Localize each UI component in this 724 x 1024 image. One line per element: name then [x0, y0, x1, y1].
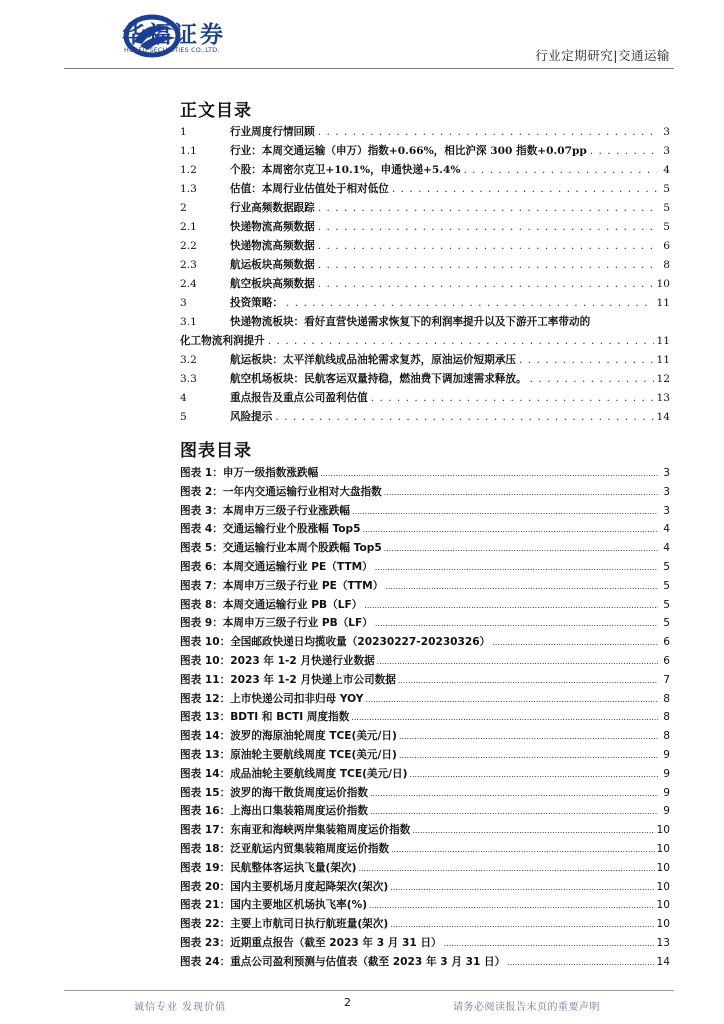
brand-name-en: HUAFU SECURITIES CO.,LTD. — [124, 46, 220, 54]
leader-dots — [370, 807, 658, 816]
leader-dots — [409, 770, 658, 779]
figure-list-item[interactable] — [180, 691, 670, 710]
footer-divider — [64, 990, 674, 991]
leader-dots — [390, 883, 654, 892]
toc-item[interactable] — [180, 314, 670, 352]
toc-num: 2.1 — [180, 221, 197, 233]
figure-list-item[interactable] — [180, 747, 670, 766]
toc-num: 1.2 — [180, 164, 197, 176]
figure-list-item[interactable] — [180, 484, 670, 503]
figure-page: 5 — [663, 579, 670, 592]
figure-page: 9 — [663, 786, 670, 799]
leader-dots — [318, 126, 657, 138]
figure-label: 图表 21：国内主要地区机场执飞率(%) — [180, 899, 368, 912]
toc-text: 航运板块高频数据 — [230, 259, 315, 271]
toc-item[interactable] — [180, 295, 670, 314]
leader-dots — [412, 826, 654, 835]
toc-title: 正文目录 — [180, 101, 252, 121]
figure-page: 9 — [663, 767, 670, 780]
toc-num: 2.4 — [180, 278, 197, 290]
leader-dots — [351, 713, 658, 722]
figure-list-item[interactable] — [180, 860, 670, 879]
figure-label: 图表 15：波罗的海干散货周度运价指数 — [180, 786, 368, 799]
figure-list-item[interactable] — [180, 597, 670, 616]
leader-dots — [375, 619, 658, 628]
leader-dots — [590, 145, 657, 157]
toc-text: 行业周度行情回顾 — [230, 126, 315, 138]
toc-page: 11 — [656, 297, 670, 309]
figure-list-item[interactable] — [180, 653, 670, 672]
figure-list-item[interactable] — [180, 954, 670, 973]
figure-page: 10 — [656, 824, 670, 837]
figure-label: 图表 10：全国邮政快递日均揽收量（20230227-20230326） — [180, 636, 491, 649]
leader-dots — [384, 544, 658, 553]
toc-page: 3 — [663, 126, 670, 138]
toc-item[interactable] — [180, 162, 670, 181]
toc-text: 风险提示 — [230, 411, 273, 423]
figure-list-item[interactable] — [180, 709, 670, 728]
toc-page: 11 — [656, 335, 670, 347]
toc-num: 2.2 — [180, 240, 197, 252]
leader-dots — [268, 335, 654, 347]
leader-dots — [399, 732, 658, 741]
toc-text: 个股：本周密尔克卫+10.1%，申通快递+5.4% — [230, 164, 461, 176]
leader-dots — [363, 525, 658, 534]
toc-item[interactable] — [180, 390, 670, 409]
toc-num: 3.1 — [180, 316, 197, 328]
leader-dots — [370, 789, 658, 798]
toc-page: 5 — [663, 183, 670, 195]
figure-list-item[interactable] — [180, 803, 670, 822]
figure-list-item[interactable] — [180, 521, 670, 540]
leader-dots — [519, 354, 653, 366]
figure-list-item[interactable] — [180, 578, 670, 597]
figure-page: 6 — [663, 654, 670, 667]
figure-list — [180, 465, 670, 973]
toc-text: 估值：本周行业估值处于相对低位 — [230, 183, 389, 195]
footer-disclaimer: 请务必阅读报告末页的重要声明 — [453, 1002, 600, 1013]
figure-list-item[interactable] — [180, 897, 670, 916]
figure-label: 图表 24：重点公司盈利预测与估值表（截至 2023 年 3 月 31 日） — [180, 955, 506, 968]
figure-page: 10 — [656, 880, 670, 893]
figure-label: 图表 17：东南亚和海峡两岸集装箱周度运价指数 — [180, 824, 411, 837]
figure-page: 10 — [656, 918, 670, 931]
toc-page: 3 — [663, 145, 670, 157]
page-number: 2 — [344, 996, 351, 1009]
figure-page: 14 — [656, 955, 670, 968]
figure-list-item[interactable] — [180, 503, 670, 522]
toc-num: 1.3 — [180, 183, 197, 195]
leader-dots — [369, 901, 654, 910]
figure-list-item[interactable] — [180, 559, 670, 578]
figure-list-item[interactable] — [180, 615, 670, 634]
figure-page: 3 — [663, 467, 670, 479]
figure-page: 8 — [663, 711, 670, 724]
figure-page: 10 — [656, 899, 670, 912]
header-divider — [64, 68, 674, 69]
toc-page: 5 — [663, 202, 670, 214]
figure-page: 5 — [663, 598, 670, 611]
toc-item[interactable] — [180, 219, 670, 238]
figure-list-item[interactable] — [180, 634, 670, 653]
leader-dots — [399, 751, 658, 760]
leader-dots — [384, 488, 658, 497]
toc-num: 3 — [180, 297, 187, 309]
figure-label: 图表 13：原油轮主要航线周度 TCE(美元/日) — [180, 748, 397, 761]
leader-dots — [507, 958, 654, 967]
figure-label: 图表 2：一年内交通运输行业相对大盘指数 — [180, 485, 382, 498]
toc-text: 快递物流板块：看好直营快递需求恢复下的利润率提升以及下游开工率带动的 — [230, 316, 591, 328]
leader-dots — [358, 864, 654, 873]
toc-num: 2.3 — [180, 259, 197, 271]
figure-list-item[interactable] — [180, 465, 670, 484]
figure-label: 图表 18：泛亚航运内贸集装箱周度运价指数 — [180, 842, 390, 855]
toc-text-continued: 化工物流利润提升 — [180, 335, 265, 347]
toc-text: 快递物流高频数据 — [230, 240, 315, 252]
brand-name-cn: 华福证券 — [122, 22, 226, 48]
figure-page: 8 — [663, 730, 670, 743]
toc-item[interactable] — [180, 352, 670, 371]
leader-dots — [318, 221, 657, 233]
figure-label: 图表 11：2023 年 1-2 月快递上市公司数据 — [180, 673, 396, 686]
leader-dots — [318, 240, 657, 252]
figure-list-title: 图表目录 — [180, 441, 252, 461]
leader-dots — [492, 638, 658, 647]
figure-page: 6 — [663, 636, 670, 649]
toc-item[interactable] — [180, 181, 670, 200]
toc-item[interactable] — [180, 371, 670, 390]
figure-list-item[interactable] — [180, 841, 670, 860]
toc-text: 航空机场板块：民航客运双量持稳，燃油费下调加速需求释放。 — [230, 373, 527, 385]
figure-label: 图表 8：本周交通运输行业 PB（LF） — [180, 598, 363, 611]
leader-dots — [318, 259, 657, 271]
figure-page: 10 — [656, 842, 670, 855]
figure-list-item[interactable] — [180, 766, 670, 785]
toc-item[interactable] — [180, 124, 670, 143]
figure-label: 图表 7：本周申万三级子行业 PE（TTM） — [180, 579, 384, 592]
leader-dots — [371, 392, 654, 404]
figure-page: 9 — [663, 748, 670, 761]
leader-dots — [352, 507, 658, 516]
figure-label: 图表 19：民航整体客运执飞量(架次) — [180, 861, 357, 874]
leader-dots — [391, 845, 654, 854]
figure-page: 5 — [663, 617, 670, 630]
figure-label: 图表 20：国内主要机场月度起降架次(架次) — [180, 880, 389, 893]
leader-dots — [398, 676, 658, 685]
leader-dots — [318, 278, 654, 290]
figure-label: 图表 16：上海出口集装箱周度运价指数 — [180, 805, 368, 818]
figure-page: 3 — [663, 485, 670, 498]
figure-label: 图表 22：主要上市航司日执行航班量(架次) — [180, 918, 389, 931]
figure-label: 图表 13：BDTI 和 BCTI 周度指数 — [180, 711, 350, 724]
leader-dots — [318, 202, 657, 214]
toc-text: 行业：本周交通运输（申万）指数+0.66%，相比沪深 300 指数+0.07pp — [230, 145, 587, 157]
toc-num: 1.1 — [180, 145, 197, 157]
figure-label: 图表 3：本周申万三级子行业涨跌幅 — [180, 504, 350, 517]
figure-page: 4 — [663, 542, 670, 555]
figure-page: 7 — [663, 673, 670, 686]
figure-page: 3 — [663, 504, 670, 517]
toc-item[interactable] — [180, 257, 670, 276]
leader-dots — [364, 601, 658, 610]
toc-num: 1 — [180, 126, 187, 138]
figure-page: 5 — [663, 560, 670, 573]
figure-page: 8 — [663, 692, 670, 705]
leader-dots — [365, 695, 658, 704]
figure-label: 图表 1：申万一级指数涨跌幅 — [180, 467, 319, 479]
page-header — [0, 0, 724, 72]
figure-list-item[interactable] — [180, 879, 670, 898]
toc-text: 行业高频数据跟踪 — [230, 202, 315, 214]
figure-list-item[interactable] — [180, 540, 670, 559]
figure-list-item[interactable] — [180, 916, 670, 935]
figure-label: 图表 9：本周申万三级子行业 PB（LF） — [180, 617, 373, 630]
figure-list-item[interactable] — [180, 935, 670, 954]
toc-page: 4 — [663, 164, 670, 176]
footer-slogan: 诚信专业 发现价值 — [134, 1002, 227, 1013]
figure-page: 13 — [656, 936, 670, 949]
toc-num: 4 — [180, 392, 187, 404]
figure-label: 图表 5：交通运输行业本周个股跌幅 Top5 — [180, 542, 382, 555]
figure-label: 图表 6：本周交通运输行业 PE（TTM） — [180, 560, 373, 573]
figure-label: 图表 14：波罗的海原油轮周度 TCE(美元/日) — [180, 730, 397, 743]
figure-list-item[interactable] — [180, 822, 670, 841]
leader-dots — [390, 920, 654, 929]
toc-page: 6 — [663, 240, 670, 252]
leader-dots — [275, 411, 653, 423]
figure-page: 10 — [656, 861, 670, 874]
toc-text: 航空板块高频数据 — [230, 278, 315, 290]
leader-dots — [385, 582, 658, 591]
figure-list-item[interactable] — [180, 672, 670, 691]
toc-item[interactable] — [180, 238, 670, 257]
toc-page: 8 — [663, 259, 670, 271]
leader-dots — [320, 469, 658, 478]
leader-dots — [463, 164, 657, 176]
leader-dots — [377, 657, 658, 666]
leader-dots — [530, 373, 654, 385]
toc-num: 5 — [180, 411, 187, 423]
figure-label: 图表 10：2023 年 1-2 月快递行业数据 — [180, 654, 375, 667]
toc-page: 12 — [656, 373, 670, 385]
leader-dots — [444, 939, 655, 948]
table-of-contents — [180, 124, 670, 428]
figure-list-item[interactable] — [180, 728, 670, 747]
figure-page: 4 — [663, 523, 670, 536]
toc-page: 14 — [656, 411, 670, 423]
toc-page: 5 — [663, 221, 670, 233]
figure-page: 9 — [663, 805, 670, 818]
figure-label: 图表 23：近期重点报告（截至 2023 年 3 月 31 日） — [180, 936, 442, 949]
figure-label: 图表 14：成品油轮主要航线周度 TCE(美元/日) — [180, 767, 408, 780]
leader-dots — [375, 563, 658, 572]
figure-label: 图表 12：上市快递公司扣非归母 YOY — [180, 692, 364, 705]
toc-num: 3.2 — [180, 354, 197, 366]
toc-text: 快递物流高频数据 — [230, 221, 315, 233]
leader-dots — [392, 183, 657, 195]
toc-item[interactable] — [180, 143, 670, 162]
report-type: 行业定期研究|交通运输 — [535, 48, 670, 63]
leader-dots — [286, 297, 654, 309]
figure-list-item[interactable] — [180, 785, 670, 804]
toc-item[interactable] — [180, 200, 670, 219]
toc-page: 11 — [656, 354, 670, 366]
figure-label: 图表 4：交通运输行业个股涨幅 Top5 — [180, 523, 361, 536]
toc-text: 重点报告及重点公司盈利估值 — [230, 392, 368, 404]
toc-page: 13 — [656, 392, 670, 404]
toc-num: 3.3 — [180, 373, 197, 385]
toc-num: 2 — [180, 202, 187, 214]
toc-text: 投资策略： — [230, 297, 283, 309]
toc-text: 航运板块：太平洋航线成品油轮需求复苏，原油运价短期承压 — [230, 354, 517, 366]
toc-item[interactable] — [180, 276, 670, 295]
toc-item[interactable] — [180, 409, 670, 428]
toc-page: 10 — [656, 278, 670, 290]
